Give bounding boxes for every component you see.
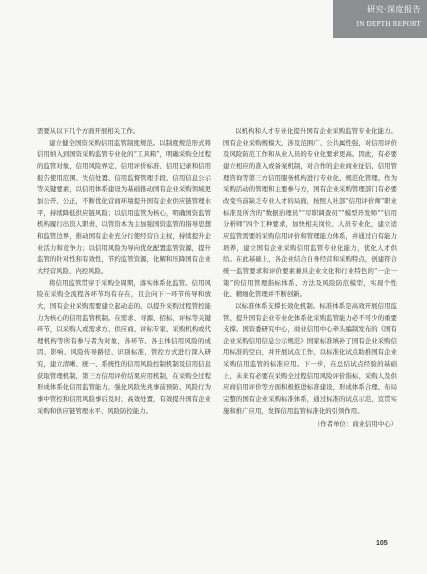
section-title-en: IN DEPTH REPORT [356,20,421,28]
paragraph: 以标准体系支撑长效化机制。标准体系是高效开展信用监管、提升国有企业专业化体系化采购监管能力必不可少的重要支撑。国资委研究中心，商业信用中心牵头编制发布的《国有企业采购信用信息公示规范》国家标准填补了国有企业采购信用标准的空白，并开展试点工作，以标准化试点助推国有企业采购信用监管的标准应用。下一步，在总结试点经验的基础上，未来有必要在采购全过程信用风险评价指标、采购人及供应商信用评价等方面积极推进标准建设，形成体系合理、布局完整的国有企业采购标准体系，通过标准的试点示范、宣贯实施和推广应用，发挥信用监管标准化的引领作用。 [223,301,397,415]
section-title-zh: 研究·深度报告 [366,5,421,14]
section-header-badge [333,0,427,38]
paragraph: 将信用监管贯穿于采购全周期，落实体系化监管。信用风险在采购全流程各环节均有存在，且会向下一环节传导和放大，国有企业采购需要建立起动态的、以提升采购过程管控能力为核心的信用监管机制。在需求、寻源、招标、评标等关键环节，以采购人或需求方、供应商、评标专家、采购机构或代理机构等所有参与者为对象，各环节、各主体信用风险的成因、影响、风险传导路径、识别标准、管控方式进行深入研究，建立清晰、统一、系统性的信用风险控制机制及信用信息获取管理机制，第三方信用评价结果应用机制，在采购全过程形成体系化信用监管能力，强化风险先兆事前预防、风险行为事中管控和信用风险事后及时、高效处置，有效提升国有企业采购和供应链管理水平、风险防控能力。 [37,278,211,415]
paragraph: 建立健全国资采购信用监管制度规范。以制度规范形式将信用纳入到国资采购监管专业化的“工具箱”，明确采购全过程的监管对象、信用风险界定、信用评价标准、信用记录和信用报告使用范围、失信处置、信用监督管理手段、信用信息公示等关键要素，以信用体系建设为基础推动国有企业采购领域更加公开、公正，不断优化营商环境提升国有企业供应链管理水平，持续降低供应链风险；以信用监管为核心，明确国资监管机构履行出资人职责、以管资本为主加强国资监管的指导思想和监管边界，推动国有企业充分行使经营自主权，持续提升企业活力和竞争力；以信用风险为导向优化配置监管资源，提升监管的针对性和有效性，节约监管资源，化解和压降国有企业大经营风险、内控风险。 [37,138,211,275]
paragraph: 以机构和人才专业化提升国有企业采购监管专业化能力。国有企业采购规模大、涉及范围广、公共属性强，对信用评价及风险防范工作和从业人员的专业化要求更高。因此，有必要建立相应的准入或备案机制，对合作的企业商业征信、信用管理咨询等第三方信用服务机构进行专业化、规范化管理。作为采购活动的管理和主要参与方，国有企业采购管理部门有必要改变当前缺乏专业人才的局面，按照人社部“信用评价师”职业标准及所含的“数据治理员”“尽职调查员”“模型开发师”“信用分析师”四个工种要求，加快相关岗位、人员专业化，建立适应监管需要的采购信用评价和管理能力体系，并通过自有能力培养，建立国有企业采购信用监管专业化能力，优化人才供给。在此基础上，各企业结合自身经营和采购特点，创建符合统一监管要求和评价要素兼具企业文化和行业特色的“一企一策”的信用管理指标体系、方法及风险防范模型，实现个性化、精细化管理并不断创新。 [223,127,397,299]
paragraph: 需要从以下几个方面开展相关工作。 [37,127,140,135]
left-text-column [37,126,211,417]
right-text-column [223,126,397,431]
author-affiliation: （作者单位：商业信用中心） [313,420,397,429]
page-number: 105 [376,540,388,547]
